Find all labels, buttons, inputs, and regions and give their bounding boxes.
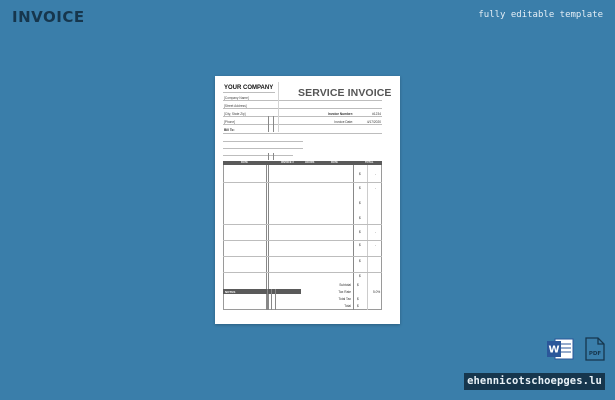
row-currency: $ (359, 230, 361, 234)
address-line: [Phone] (224, 120, 235, 124)
row-dash: - (375, 172, 377, 176)
col-divider (367, 165, 368, 310)
rule-line (223, 92, 275, 93)
notes-label: NOTES (225, 289, 236, 294)
col-divider (275, 289, 276, 310)
col-divider (271, 289, 272, 310)
col-divider (353, 165, 354, 310)
rule-line (223, 155, 293, 156)
row-currency: $ (359, 201, 361, 205)
address-line: [City, State Zip] (224, 112, 246, 116)
invoice-number-label: Invoice Number: (328, 112, 353, 116)
rule-line (223, 133, 382, 134)
col-hours: HOURS (305, 161, 315, 165)
row-currency: $ (359, 259, 361, 263)
row-currency: $ (359, 274, 361, 278)
row-dash: - (375, 230, 377, 234)
rule-line (223, 148, 303, 149)
row-currency: $ (359, 186, 361, 190)
subtotal-label: Subtotal (339, 283, 351, 287)
pdf-doc-icon[interactable] (584, 337, 604, 361)
bill-to-label: Bill To: (224, 128, 235, 132)
tagline: fully editable template (478, 10, 603, 20)
total-label: Total (344, 304, 351, 308)
tax-rate-value: 5.0% (373, 290, 381, 294)
address-line: [Street Address] (224, 104, 247, 108)
col-total: TOTAL (365, 161, 374, 165)
row-currency: $ (359, 216, 361, 220)
subtotal-value: $ (357, 283, 359, 287)
tax-rate-label: Tax Rate (338, 290, 351, 294)
invoice-date-label: Invoice Date: (334, 120, 353, 124)
invoice-date-value: 4/17/2020 (366, 120, 381, 124)
total-tax-label: Total Tax (338, 297, 351, 301)
col-invoice: INVOICE # (281, 161, 294, 165)
rule-line (223, 100, 382, 101)
brand-banner[interactable]: ehennicotschoepges.lu (464, 373, 605, 390)
col-divider (267, 289, 268, 310)
row-line (223, 240, 382, 241)
address-line: [Company Name] (224, 96, 249, 100)
col-date: DATE (241, 161, 248, 165)
page-heading: INVOICE (12, 8, 85, 26)
rule-line (223, 141, 303, 142)
rule-line (223, 108, 382, 109)
rule-line (268, 116, 269, 132)
row-line (223, 224, 382, 225)
row-line (223, 182, 382, 183)
row-line (223, 256, 382, 257)
invoice-title: SERVICE INVOICE (298, 87, 392, 99)
rule-line (273, 116, 274, 132)
row-dash: - (375, 243, 377, 247)
notes-header (223, 289, 301, 294)
row-currency: $ (359, 172, 361, 176)
col-rate: RATE (331, 161, 338, 165)
svg-text:PDF: PDF (588, 351, 602, 357)
company-name: YOUR COMPANY (224, 85, 274, 91)
svg-text:W: W (548, 344, 560, 356)
rule-line (223, 124, 382, 125)
rule-line (278, 82, 279, 132)
rule-line (273, 153, 274, 160)
total-tax-value: $ (357, 297, 359, 301)
word-doc-icon[interactable] (547, 337, 567, 361)
invoice-number-value: #1234 (372, 112, 381, 116)
rule-line (268, 153, 269, 160)
total-value: $ (357, 304, 359, 308)
invoice-sheet (215, 76, 400, 324)
row-dash: - (375, 186, 377, 190)
rule-line (223, 116, 382, 117)
row-currency: $ (359, 243, 361, 247)
row-line (223, 272, 382, 273)
